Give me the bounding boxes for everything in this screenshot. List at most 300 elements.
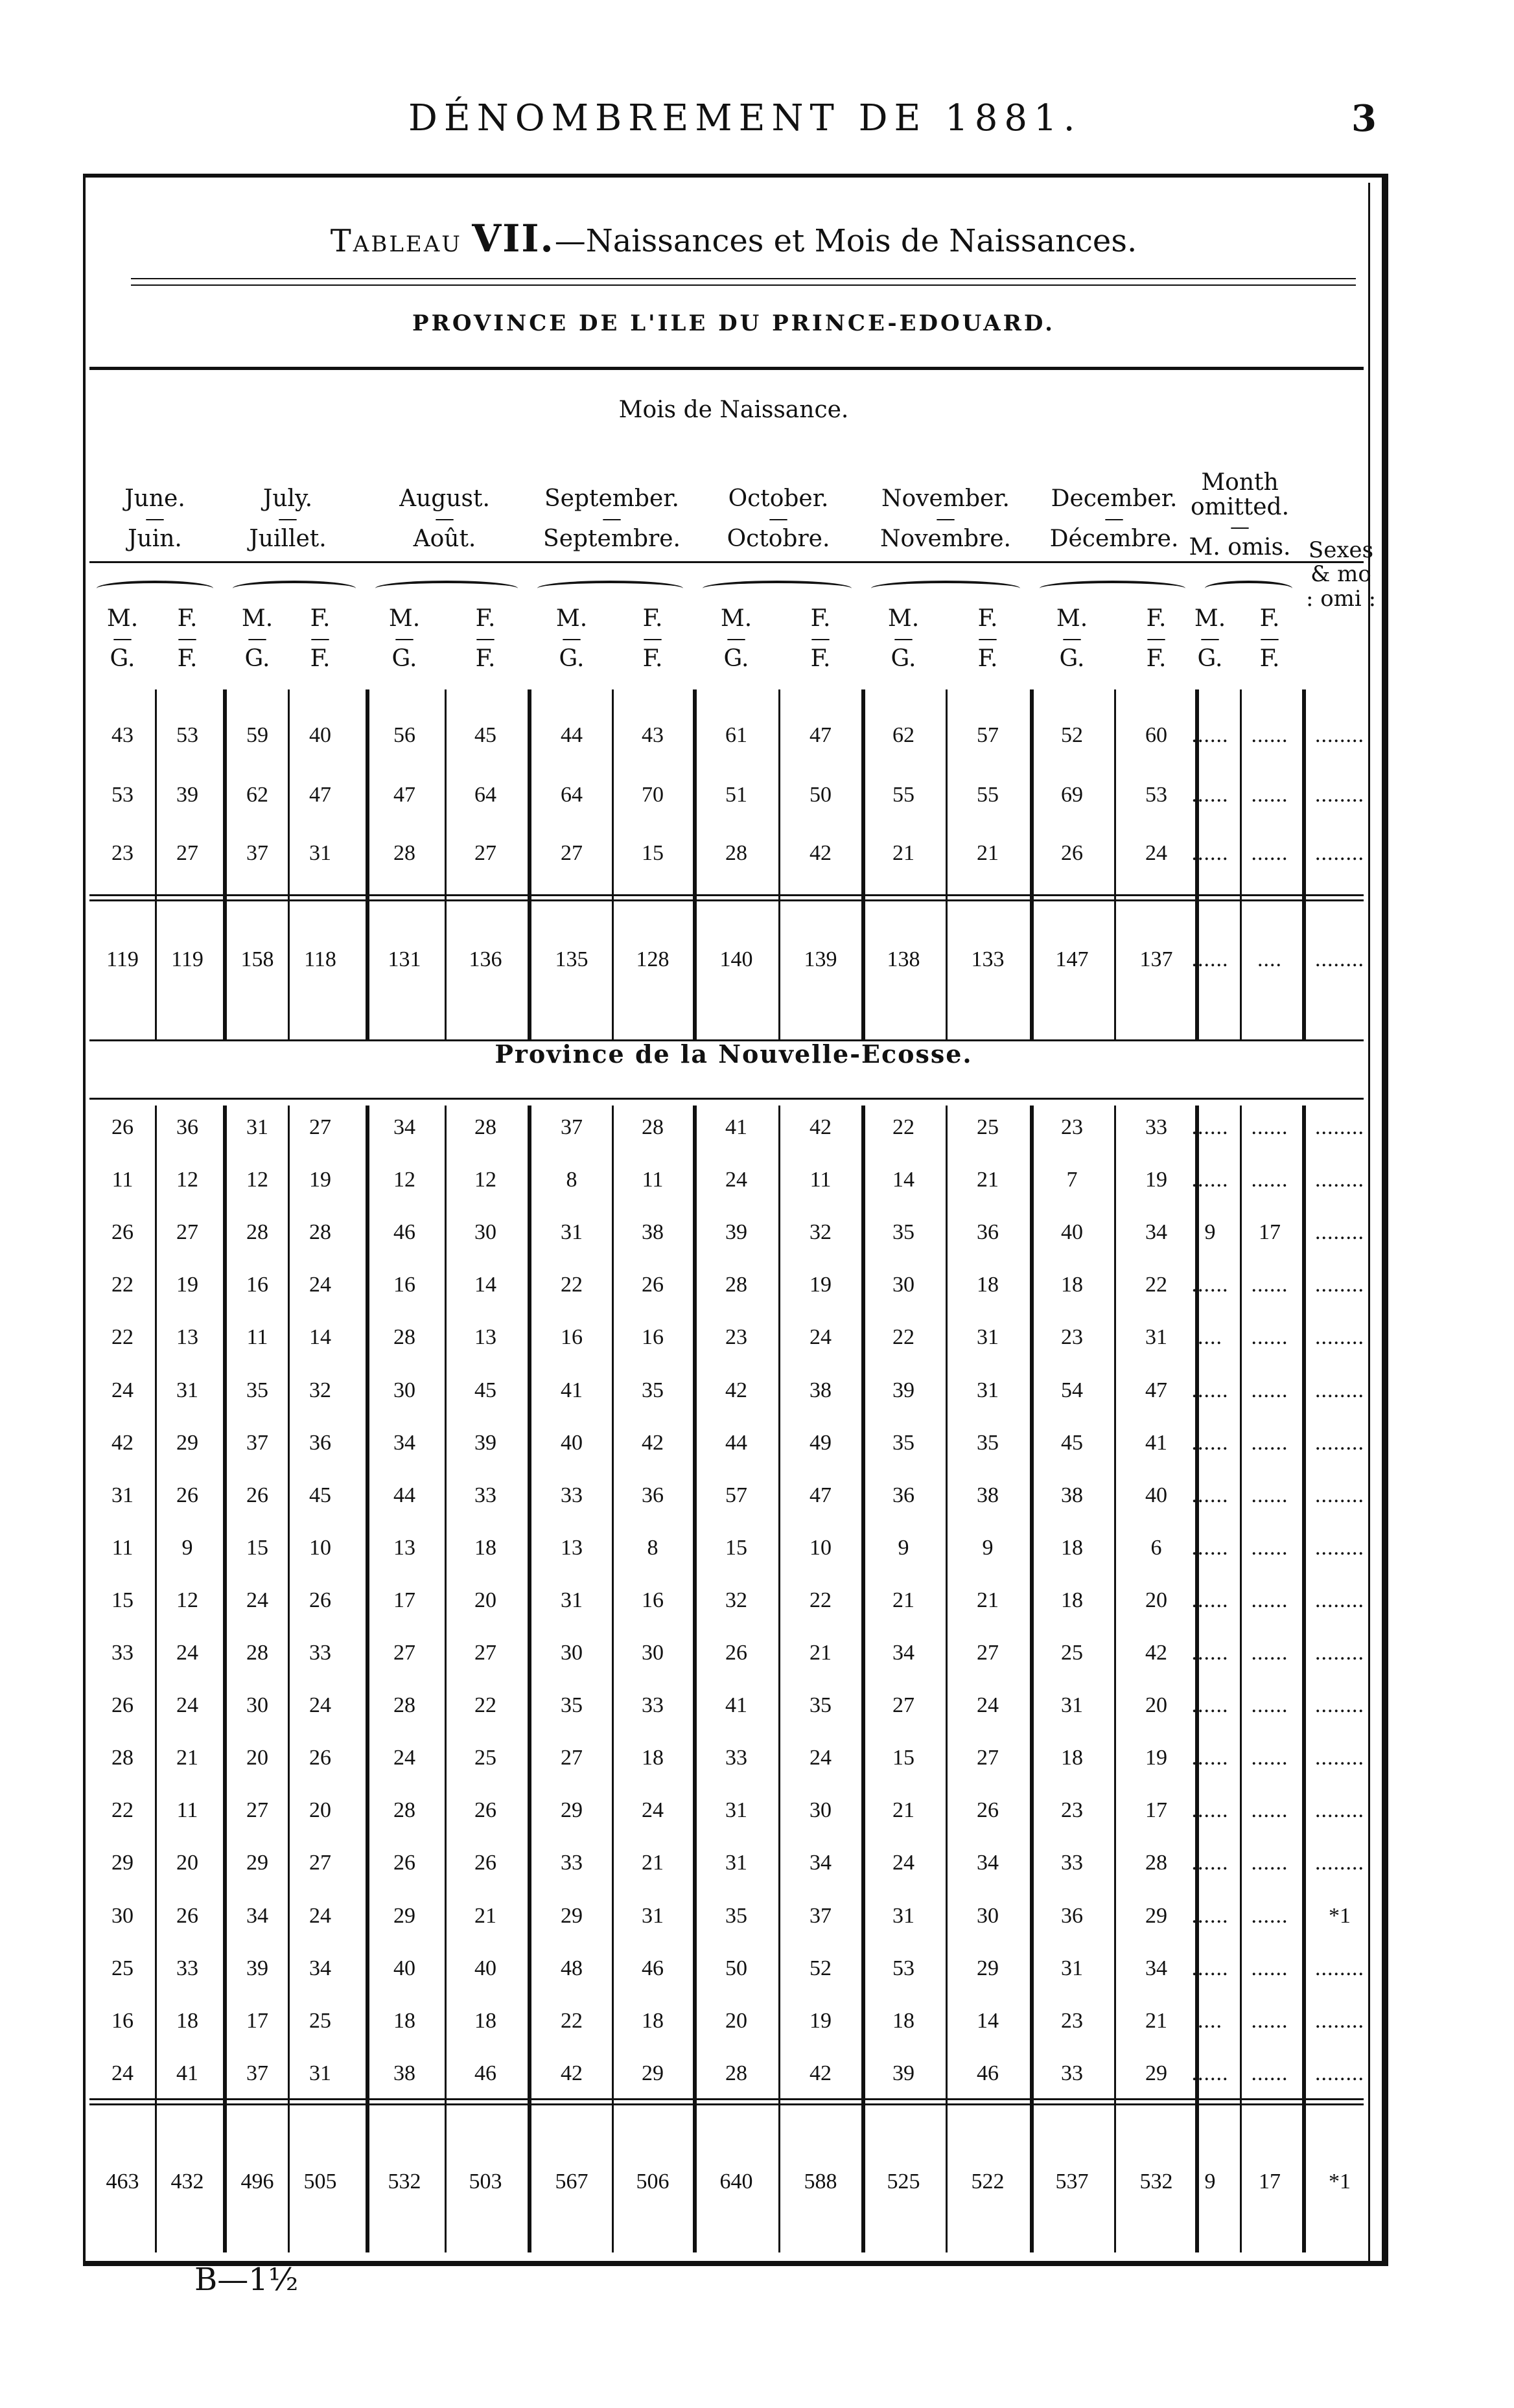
data-cell: 26 <box>176 1483 198 1507</box>
data-cell: 56 <box>393 723 415 747</box>
data-cell: 6 <box>1150 1535 1162 1560</box>
page-number: 3 <box>1351 97 1377 140</box>
data-cell: 12 <box>246 1168 268 1192</box>
column-rule <box>946 689 948 1041</box>
sex-label-en: F. <box>310 605 331 632</box>
male-header <box>90 607 155 671</box>
data-cell: ........ <box>1315 1535 1364 1560</box>
header-dash: — <box>1062 627 1082 650</box>
data-cell: 34 <box>309 1956 331 1980</box>
data-cell: 27 <box>176 841 198 865</box>
data-cell: 16 <box>246 1273 268 1297</box>
data-cell: 30 <box>246 1693 268 1718</box>
sex-label-fr: F. <box>810 645 831 672</box>
column-rule <box>693 1106 697 2252</box>
column-rule <box>528 689 531 1041</box>
data-cell: ...... <box>1191 1956 1229 1980</box>
data-cell: 47 <box>809 1483 832 1507</box>
header-dash: — <box>643 627 662 650</box>
data-cell: ........ <box>1315 1588 1364 1612</box>
data-cell: 40 <box>309 723 331 747</box>
data-cell: 26 <box>176 1903 198 1928</box>
data-cell: ...... <box>1251 723 1288 747</box>
data-cell: 14 <box>892 1168 914 1192</box>
data-cell: 19 <box>809 2008 832 2033</box>
month-name-en: June. <box>124 485 185 512</box>
data-cell: ...... <box>1191 1798 1229 1823</box>
month-name-en: September. <box>544 485 679 512</box>
data-cell: 21 <box>1145 2008 1167 2033</box>
data-cell: 44 <box>725 1430 747 1455</box>
data-cell: 57 <box>725 1483 747 1507</box>
data-cell: 18 <box>1061 1746 1083 1770</box>
data-cell: 20 <box>1145 1588 1167 1612</box>
data-cell: 59 <box>246 723 268 747</box>
data-cell: 22 <box>111 1325 134 1350</box>
data-cell: 42 <box>809 841 832 865</box>
data-cell: 52 <box>809 1956 832 1980</box>
header-dash: — <box>1104 507 1124 530</box>
female-header <box>620 607 685 671</box>
data-cell: 18 <box>1061 1588 1083 1612</box>
data-cell: 31 <box>1061 1693 1083 1718</box>
data-cell: 26 <box>977 1798 999 1823</box>
header-dash: — <box>476 627 495 650</box>
data-cell: 33 <box>1145 1115 1167 1139</box>
data-cell: ...... <box>1191 1168 1229 1192</box>
column-rule <box>1030 689 1034 1041</box>
data-cell: 11 <box>111 1535 134 1560</box>
month-name-en: November. <box>881 485 1010 512</box>
month-name-en: October. <box>728 485 829 512</box>
month-header <box>861 487 1030 551</box>
data-cell: 17 <box>246 2008 268 2033</box>
signature-mark: B—1½ <box>194 2262 299 2298</box>
data-cell: 30 <box>642 1641 664 1665</box>
header-dash: — <box>1260 627 1279 650</box>
data-cell: 21 <box>474 1903 496 1928</box>
data-cell: 24 <box>111 2061 134 2085</box>
column-rule <box>612 1106 614 2252</box>
data-cell: 22 <box>892 1115 914 1139</box>
data-cell: .... <box>1198 2008 1222 2033</box>
data-cell: ........ <box>1315 1746 1364 1770</box>
data-cell: 69 <box>1061 783 1083 807</box>
data-cell: 20 <box>309 1798 331 1823</box>
data-cell: 20 <box>176 1851 198 1875</box>
data-cell: ...... <box>1191 723 1229 747</box>
month-header <box>694 487 863 551</box>
sex-label-en: F. <box>810 605 831 632</box>
data-cell: 27 <box>561 841 583 865</box>
data-cell: 38 <box>1061 1483 1083 1507</box>
sex-label-fr: G. <box>1059 645 1085 672</box>
data-cell: 19 <box>309 1168 331 1192</box>
data-cell: 16 <box>561 1325 583 1350</box>
data-cell: 24 <box>725 1168 747 1192</box>
table-title-rest: —Naissances et Mois de Naissances. <box>554 223 1137 259</box>
header-dash: — <box>562 627 581 650</box>
data-cell: 44 <box>393 1483 415 1507</box>
data-cell: 31 <box>725 1798 747 1823</box>
sex-label-en: F. <box>642 605 663 632</box>
data-cell: 30 <box>111 1903 134 1928</box>
data-cell: 52 <box>1061 723 1083 747</box>
data-cell: ........ <box>1315 723 1364 747</box>
data-cell: 39 <box>725 1220 747 1245</box>
data-cell: 18 <box>393 2008 415 2033</box>
data-cell: 39 <box>246 1956 268 1980</box>
data-cell: 27 <box>977 1746 999 1770</box>
data-cell: 39 <box>892 1378 914 1402</box>
data-cell: 22 <box>561 2008 583 2033</box>
sex-label-en: M. <box>555 605 588 632</box>
sex-label-fr: F. <box>642 645 663 672</box>
data-cell: 20 <box>1145 1693 1167 1718</box>
data-cell: 15 <box>246 1535 268 1560</box>
total-cell: 463 <box>106 2170 139 2194</box>
data-cell: 54 <box>1061 1378 1083 1402</box>
sex-label-en: F. <box>1259 605 1280 632</box>
month-name-fr: Novembre. <box>880 525 1011 552</box>
data-cell: 64 <box>474 783 496 807</box>
data-cell: 35 <box>246 1378 268 1402</box>
data-cell: 16 <box>642 1325 664 1350</box>
sex-label-fr: F. <box>310 645 331 672</box>
data-cell: 21 <box>642 1851 664 1875</box>
data-cell: ...... <box>1191 1378 1229 1402</box>
data-cell: ...... <box>1251 1325 1288 1350</box>
data-cell: 38 <box>393 2061 415 2085</box>
data-cell: 29 <box>176 1430 198 1455</box>
data-cell: 12 <box>176 1588 198 1612</box>
data-cell: 28 <box>393 841 415 865</box>
data-cell: 25 <box>474 1746 496 1770</box>
data-cell: 60 <box>1145 723 1167 747</box>
data-cell: 28 <box>474 1115 496 1139</box>
female-header <box>1237 607 1302 671</box>
data-cell: ...... <box>1251 1483 1288 1507</box>
data-cell: .... <box>1198 1325 1222 1350</box>
data-cell: 30 <box>393 1378 415 1402</box>
data-cell: 29 <box>111 1851 134 1875</box>
sex-label-fr: G. <box>891 645 916 672</box>
total-cell: 137 <box>1139 947 1173 971</box>
data-cell: 22 <box>1145 1273 1167 1297</box>
data-cell: 13 <box>176 1325 198 1350</box>
data-cell: 34 <box>1145 1220 1167 1245</box>
column-rule <box>1030 1106 1034 2252</box>
data-cell: 31 <box>642 1903 664 1928</box>
data-cell: 31 <box>561 1588 583 1612</box>
data-cell: 29 <box>561 1903 583 1928</box>
data-cell: 16 <box>393 1273 415 1297</box>
data-cell: 21 <box>977 1588 999 1612</box>
page-header <box>0 97 1514 149</box>
data-cell: 27 <box>176 1220 198 1245</box>
data-cell: 34 <box>892 1641 914 1665</box>
data-cell: 19 <box>1145 1746 1167 1770</box>
data-cell: 24 <box>309 1903 331 1928</box>
data-cell: 28 <box>393 1693 415 1718</box>
total-cell: *1 <box>1329 2170 1351 2194</box>
data-cell: 25 <box>977 1115 999 1139</box>
data-cell: ...... <box>1191 2061 1229 2085</box>
male-header <box>1178 607 1242 671</box>
data-cell: 30 <box>977 1903 999 1928</box>
data-cell: 42 <box>809 2061 832 2085</box>
month-header <box>1030 487 1198 551</box>
data-cell: 15 <box>642 841 664 865</box>
data-cell: 38 <box>642 1220 664 1245</box>
data-cell: 26 <box>309 1746 331 1770</box>
data-cell: 31 <box>977 1378 999 1402</box>
data-cell: 20 <box>474 1588 496 1612</box>
data-cell: 18 <box>642 1746 664 1770</box>
month-brace <box>375 581 518 596</box>
data-cell: 31 <box>246 1115 268 1139</box>
data-cell: 18 <box>1061 1535 1083 1560</box>
data-cell: 45 <box>474 723 496 747</box>
data-cell: 24 <box>393 1746 415 1770</box>
data-cell: 8 <box>566 1168 577 1192</box>
data-cell: ...... <box>1251 1273 1288 1297</box>
data-cell: 33 <box>561 1483 583 1507</box>
total-cell: 640 <box>719 2170 753 2194</box>
data-cell: 50 <box>725 1956 747 1980</box>
data-cell: 35 <box>892 1430 914 1455</box>
column-rule <box>366 689 369 1041</box>
data-cell: 46 <box>977 2061 999 2085</box>
data-cell: 25 <box>309 2008 331 2033</box>
table-title-prefix: Tableau <box>330 223 462 259</box>
data-cell: 28 <box>393 1325 415 1350</box>
data-cell: 7 <box>1066 1168 1078 1192</box>
table-frame <box>83 174 1388 2266</box>
male-header <box>539 607 604 671</box>
data-cell: ...... <box>1251 1588 1288 1612</box>
month-header <box>1185 470 1295 559</box>
data-cell: 24 <box>809 1746 832 1770</box>
data-cell: 19 <box>809 1273 832 1297</box>
data-cell: 32 <box>809 1220 832 1245</box>
data-cell: 10 <box>309 1535 331 1560</box>
total-cell: 140 <box>719 947 753 971</box>
data-cell: 27 <box>892 1693 914 1718</box>
data-cell: 36 <box>642 1483 664 1507</box>
data-cell: ........ <box>1315 2008 1364 2033</box>
data-cell: ...... <box>1251 1535 1288 1560</box>
sex-label-en: M. <box>106 605 139 632</box>
total-cell: 496 <box>240 2170 274 2194</box>
sex-label-en: F. <box>1146 605 1167 632</box>
column-rule <box>1114 689 1116 1041</box>
total-cell: 505 <box>303 2170 337 2194</box>
data-cell: 24 <box>309 1693 331 1718</box>
data-cell: 27 <box>977 1641 999 1665</box>
data-cell: 47 <box>1145 1378 1167 1402</box>
data-cell: 55 <box>892 783 914 807</box>
total-cell: 432 <box>170 2170 204 2194</box>
data-cell: 34 <box>393 1430 415 1455</box>
column-rule <box>778 689 780 1041</box>
data-cell: 26 <box>474 1851 496 1875</box>
running-title: DÉNOMBREMENT DE 1881. <box>408 97 1082 139</box>
data-cell: 40 <box>1145 1483 1167 1507</box>
data-cell: 46 <box>393 1220 415 1245</box>
data-cell: ...... <box>1251 1851 1288 1875</box>
sex-label-fr: G. <box>244 645 270 672</box>
data-cell: 34 <box>809 1851 832 1875</box>
data-cell: 26 <box>111 1693 134 1718</box>
data-cell: 47 <box>309 783 331 807</box>
sex-label-fr: G. <box>1197 645 1223 672</box>
data-cell: 27 <box>246 1798 268 1823</box>
data-cell: 19 <box>176 1273 198 1297</box>
month-header <box>528 487 696 551</box>
female-header <box>288 607 353 671</box>
month-name-fr: M. omis. <box>1189 533 1291 561</box>
data-cell: ........ <box>1315 2061 1364 2085</box>
data-cell: 28 <box>642 1115 664 1139</box>
column-rule <box>445 689 447 1041</box>
female-header <box>155 607 220 671</box>
data-cell: 9 <box>181 1535 193 1560</box>
data-cell: 18 <box>642 2008 664 2033</box>
total-cell: .... <box>1257 947 1282 971</box>
data-cell: 22 <box>111 1798 134 1823</box>
month-name-fr: Juin. <box>128 525 182 552</box>
data-cell: 19 <box>1145 1168 1167 1192</box>
data-cell: 42 <box>809 1115 832 1139</box>
data-cell: 14 <box>474 1273 496 1297</box>
data-cell: 28 <box>1145 1851 1167 1875</box>
total-cell: 567 <box>555 2170 588 2194</box>
data-cell: 24 <box>176 1641 198 1665</box>
sex-label-fr: G. <box>110 645 135 672</box>
sex-label-en: F. <box>977 605 998 632</box>
data-cell: ........ <box>1315 1168 1364 1192</box>
total-cell: 532 <box>1139 2170 1173 2194</box>
sex-label-en: M. <box>1056 605 1088 632</box>
data-cell: ...... <box>1251 2008 1288 2033</box>
data-cell: 40 <box>1061 1220 1083 1245</box>
data-cell: 17 <box>1145 1798 1167 1823</box>
data-cell: *1 <box>1329 1903 1351 1928</box>
month-name-en: August. <box>399 485 490 512</box>
data-cell: ...... <box>1191 1273 1229 1297</box>
data-cell: 18 <box>892 2008 914 2033</box>
header-dash: — <box>811 627 830 650</box>
data-cell: 29 <box>1145 2061 1167 2085</box>
data-cell: ...... <box>1191 1535 1229 1560</box>
header-dash: — <box>248 627 267 650</box>
data-cell: 33 <box>474 1483 496 1507</box>
data-cell: ...... <box>1191 1903 1229 1928</box>
sex-label-en: F. <box>475 605 496 632</box>
data-cell: 24 <box>111 1378 134 1402</box>
female-header <box>955 607 1020 671</box>
header-dash: — <box>727 627 746 650</box>
data-cell: 13 <box>561 1535 583 1560</box>
male-header <box>372 607 437 671</box>
data-cell: 28 <box>111 1746 134 1770</box>
data-cell: 34 <box>1145 1956 1167 1980</box>
data-cell: 33 <box>1061 1851 1083 1875</box>
sex-label-fr: F. <box>1259 645 1280 672</box>
total-cell: 147 <box>1055 947 1089 971</box>
sex-label-en: M. <box>388 605 421 632</box>
header-dash: — <box>395 627 414 650</box>
data-cell: 11 <box>246 1325 268 1350</box>
data-cell: 22 <box>111 1273 134 1297</box>
total-cell: 522 <box>971 2170 1005 2194</box>
male-header <box>225 607 290 671</box>
data-cell: 23 <box>1061 1115 1083 1139</box>
total-cell: 119 <box>171 947 204 971</box>
data-cell: 24 <box>642 1798 664 1823</box>
header-dash: — <box>435 507 454 530</box>
ns-heading-rule <box>89 1098 1364 1100</box>
data-cell: ........ <box>1315 1115 1364 1139</box>
data-cell: 31 <box>309 841 331 865</box>
data-cell: 23 <box>1061 2008 1083 2033</box>
data-cell: 42 <box>561 2061 583 2085</box>
data-cell: 61 <box>725 723 747 747</box>
data-cell: 33 <box>176 1956 198 1980</box>
pei-bottom-rule <box>89 1039 1364 1041</box>
data-cell: 10 <box>809 1535 832 1560</box>
data-cell: 17 <box>1259 1220 1281 1245</box>
data-cell: 33 <box>309 1641 331 1665</box>
column-rule <box>1114 1106 1116 2252</box>
data-cell: 24 <box>246 1588 268 1612</box>
column-rule <box>366 1106 369 2252</box>
data-cell: 46 <box>474 2061 496 2085</box>
data-cell: 28 <box>309 1220 331 1245</box>
data-cell: 8 <box>647 1535 658 1560</box>
data-cell: 41 <box>725 1693 747 1718</box>
data-cell: 31 <box>1145 1325 1167 1350</box>
data-cell: 40 <box>561 1430 583 1455</box>
header-dash: — <box>1200 627 1220 650</box>
table-title-number: VII. <box>472 216 555 260</box>
data-cell: 24 <box>176 1693 198 1718</box>
total-cell: 503 <box>469 2170 502 2194</box>
data-cell: ........ <box>1315 1641 1364 1665</box>
data-cell: 64 <box>561 783 583 807</box>
header-dash: — <box>936 507 955 530</box>
data-cell: ...... <box>1191 1115 1229 1139</box>
header-dash: — <box>1147 627 1166 650</box>
female-header <box>788 607 853 671</box>
data-cell: 55 <box>977 783 999 807</box>
data-cell: 28 <box>393 1798 415 1823</box>
data-cell: ........ <box>1315 1220 1364 1245</box>
data-cell: 26 <box>111 1220 134 1245</box>
data-cell: ........ <box>1315 1378 1364 1402</box>
total-cell: 131 <box>388 947 421 971</box>
data-cell: 11 <box>809 1168 832 1192</box>
data-cell: ...... <box>1251 1798 1288 1823</box>
data-cell: 18 <box>176 2008 198 2033</box>
data-cell: 11 <box>111 1168 134 1192</box>
header-dash: — <box>602 507 622 530</box>
data-cell: 29 <box>642 2061 664 2085</box>
month-header <box>204 487 372 551</box>
data-cell: 15 <box>892 1746 914 1770</box>
month-name-fr: Septembre. <box>543 525 681 552</box>
